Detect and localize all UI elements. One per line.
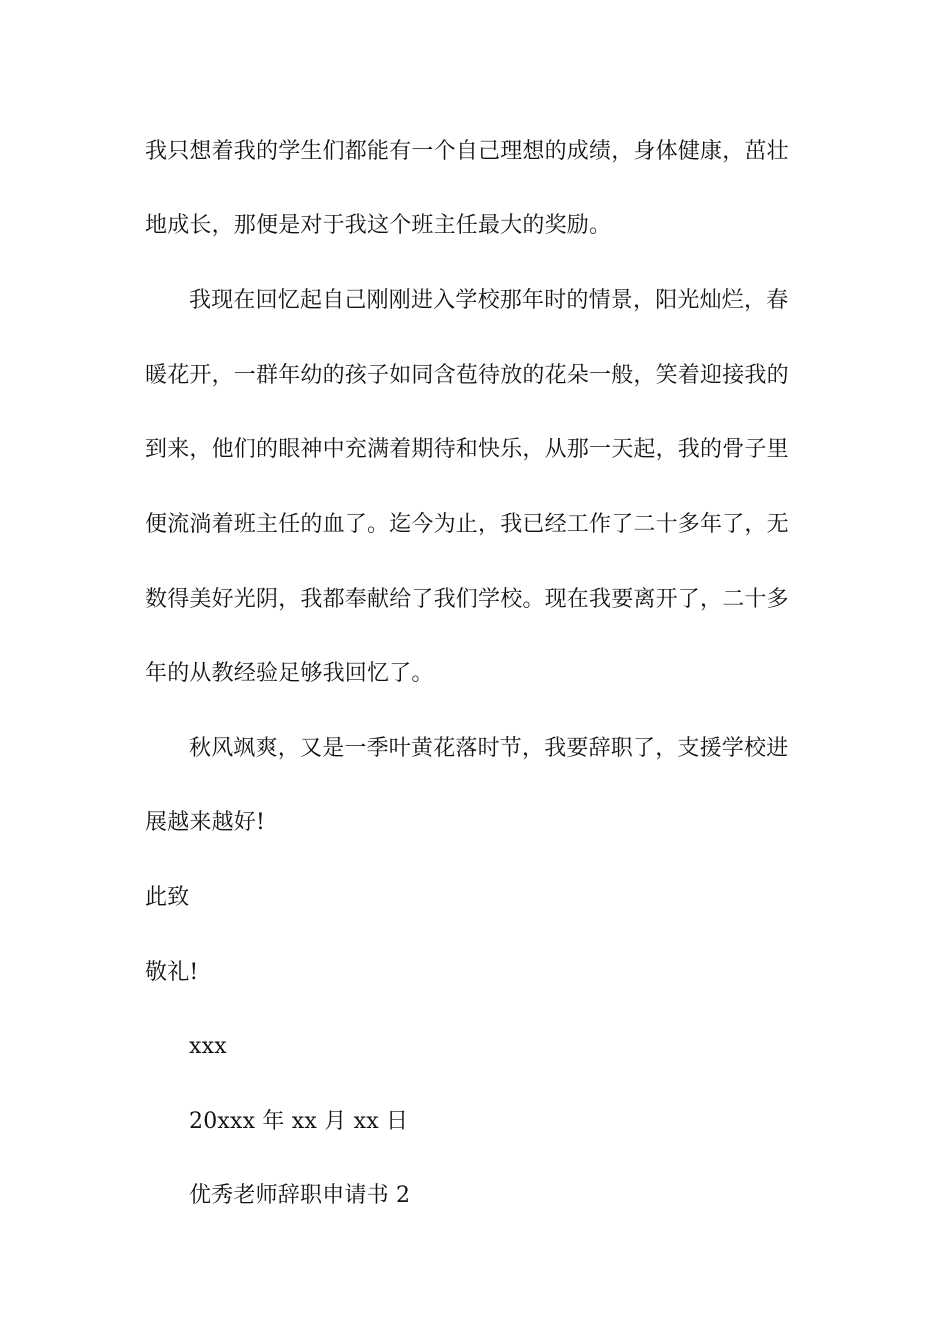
closing-regards: 敬礼! bbox=[145, 960, 199, 985]
body-line-1: 我只想着我的学生们都能有一个自己理想的成绩，身体健康，茁壮 bbox=[145, 139, 789, 164]
paragraph-2-line-3: 到来，他们的眼神中充满着期待和快乐，从那一天起，我的骨子里 bbox=[145, 437, 789, 462]
paragraph-2-line-5: 数得美好光阴，我都奉献给了我们学校。现在我要离开了，二十多 bbox=[145, 587, 789, 612]
body-line-2: 地成长，那便是对于我这个班主任最大的奖励。 bbox=[145, 213, 612, 238]
paragraph-3-line-2: 展越来越好! bbox=[145, 810, 266, 835]
paragraph-2-line-1: 我现在回忆起自己刚刚进入学校那年时的情景，阳光灿烂，春 bbox=[189, 288, 789, 313]
paragraph-3-line-1: 秋风飒爽，又是一季叶黄花落时节，我要辞职了，支援学校进 bbox=[189, 736, 789, 761]
next-section-title: 优秀老师辞职申请书 2 bbox=[189, 1183, 411, 1208]
signature-name: xxx bbox=[189, 1034, 227, 1059]
paragraph-2-line-4: 便流淌着班主任的血了。迄今为止，我已经工作了二十多年了，无 bbox=[145, 512, 789, 537]
closing-salutation: 此致 bbox=[145, 885, 190, 910]
paragraph-2-line-6: 年的从教经验足够我回忆了。 bbox=[145, 661, 434, 686]
signature-date: 20xxx 年 xx 月 xx 日 bbox=[189, 1109, 409, 1134]
paragraph-2-line-2: 暖花开，一群年幼的孩子如同含苞待放的花朵一般，笑着迎接我的 bbox=[145, 363, 789, 388]
